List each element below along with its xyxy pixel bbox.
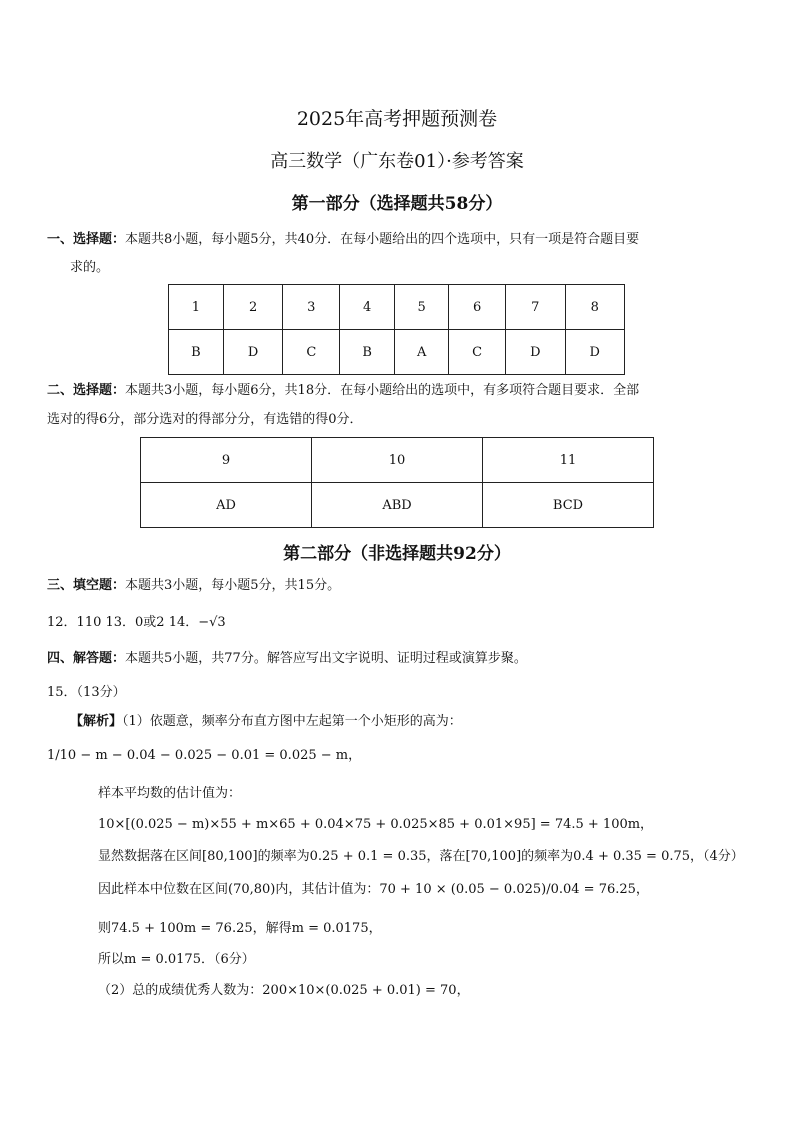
section1-label: 一、选择题： [47, 232, 126, 247]
section2-line2: 选对的得6分，部分选对的得部分分，有选错的得0分． [47, 412, 363, 427]
q15-part1-intro-line [70, 712, 462, 732]
section4-line [47, 649, 527, 669]
section3-text: 本题共3小题，每小题5分，共15分。 [125, 578, 341, 593]
table-cell: 10 [312, 438, 483, 483]
table-cell: C [283, 330, 340, 375]
section1-line1 [47, 230, 639, 250]
q15-line-so: 所以m = 0.0175．（6分） [98, 952, 255, 967]
table-cell: 8 [565, 285, 625, 330]
table-cell: BCD [483, 483, 654, 528]
fill-in-answers: 12．110 13．0或2 14．−√3 [47, 615, 226, 630]
table-cell: 2 [223, 285, 282, 330]
section2-label: 二、选择题： [47, 383, 126, 398]
table-cell: 3 [283, 285, 340, 330]
table-cell: C [449, 330, 506, 375]
table-row [169, 330, 625, 375]
section2-line1 [47, 381, 639, 401]
table-row [141, 483, 654, 528]
section1-line2: 求的。 [70, 260, 110, 275]
table-cell: 4 [340, 285, 395, 330]
q15-mean-label: 样本平均数的估计值为： [98, 786, 242, 801]
q15-eq1: 1/10 − m − 0.04 − 0.025 − 0.01 = 0.025 − m， [47, 748, 362, 763]
table-cell: D [565, 330, 625, 375]
table-cell: A [395, 330, 449, 375]
q15-line-freq: 显然数据落在区间[80,100]的频率为0.25 + 0.1 = 0.35，落在[70,100]的频率为0.4 + 0.35 = 0.75，（4分） [98, 849, 744, 864]
table-cell: 7 [506, 285, 565, 330]
table-cell: 6 [449, 285, 506, 330]
section2-text: 本题共3小题，每小题6分，共18分．在每小题给出的选项中，有多项符合题目要求．全部 [125, 383, 640, 398]
table-row [141, 438, 654, 483]
answer-table-2 [140, 437, 654, 528]
part1-heading: 第一部分（选择题共58分） [291, 194, 503, 214]
section4-label: 四、解答题： [47, 651, 126, 666]
section4-text: 本题共5小题，共77分。解答应写出文字说明、证明过程或演算步聚。 [125, 651, 527, 666]
table-cell: B [340, 330, 395, 375]
table-cell: D [506, 330, 565, 375]
part2-heading: 第二部分（非选择题共92分） [283, 544, 511, 564]
exam-subtitle: 高三数学（广东卷01）·参考答案 [270, 151, 524, 172]
table-row [169, 285, 625, 330]
table-cell: ABD [312, 483, 483, 528]
table-cell: B [169, 330, 224, 375]
q15-line-solve: 则74.5 + 100m = 76.25，解得m = 0.0175， [98, 921, 382, 936]
q15-part1-intro: （1）依题意，频率分布直方图中左起第一个小矩形的高为： [122, 714, 462, 729]
analysis-tag: 【解析】 [70, 714, 123, 729]
section3-label: 三、填空题： [47, 578, 126, 593]
q15-eq-mean: 10×[(0.025 − m)×55 + m×65 + 0.04×75 + 0.025×85 + 0.01×95] = 74.5 + 100m， [98, 817, 654, 832]
table-cell: D [223, 330, 282, 375]
q15-header: 15．（13分） [47, 685, 126, 700]
table-cell: 1 [169, 285, 224, 330]
section1-text: 本题共8小题，每小题5分，共40分．在每小题给出的四个选项中，只有一项是符合题目要 [125, 232, 640, 247]
answer-table-1 [168, 284, 625, 375]
q15-part2-line: （2）总的成绩优秀人数为：200×10×(0.025 + 0.01) = 70， [98, 983, 470, 998]
table-cell: 5 [395, 285, 449, 330]
table-cell: AD [141, 483, 312, 528]
table-cell: 9 [141, 438, 312, 483]
q15-line-median: 因此样本中位数在区间(70,80)内，其估计值为：70 + 10 × (0.05 − 0.025)/0.04 = 76.25， [98, 882, 649, 897]
table-cell: 11 [483, 438, 654, 483]
exam-title: 2025年高考押题预测卷 [296, 108, 498, 130]
section3-line [47, 576, 340, 596]
